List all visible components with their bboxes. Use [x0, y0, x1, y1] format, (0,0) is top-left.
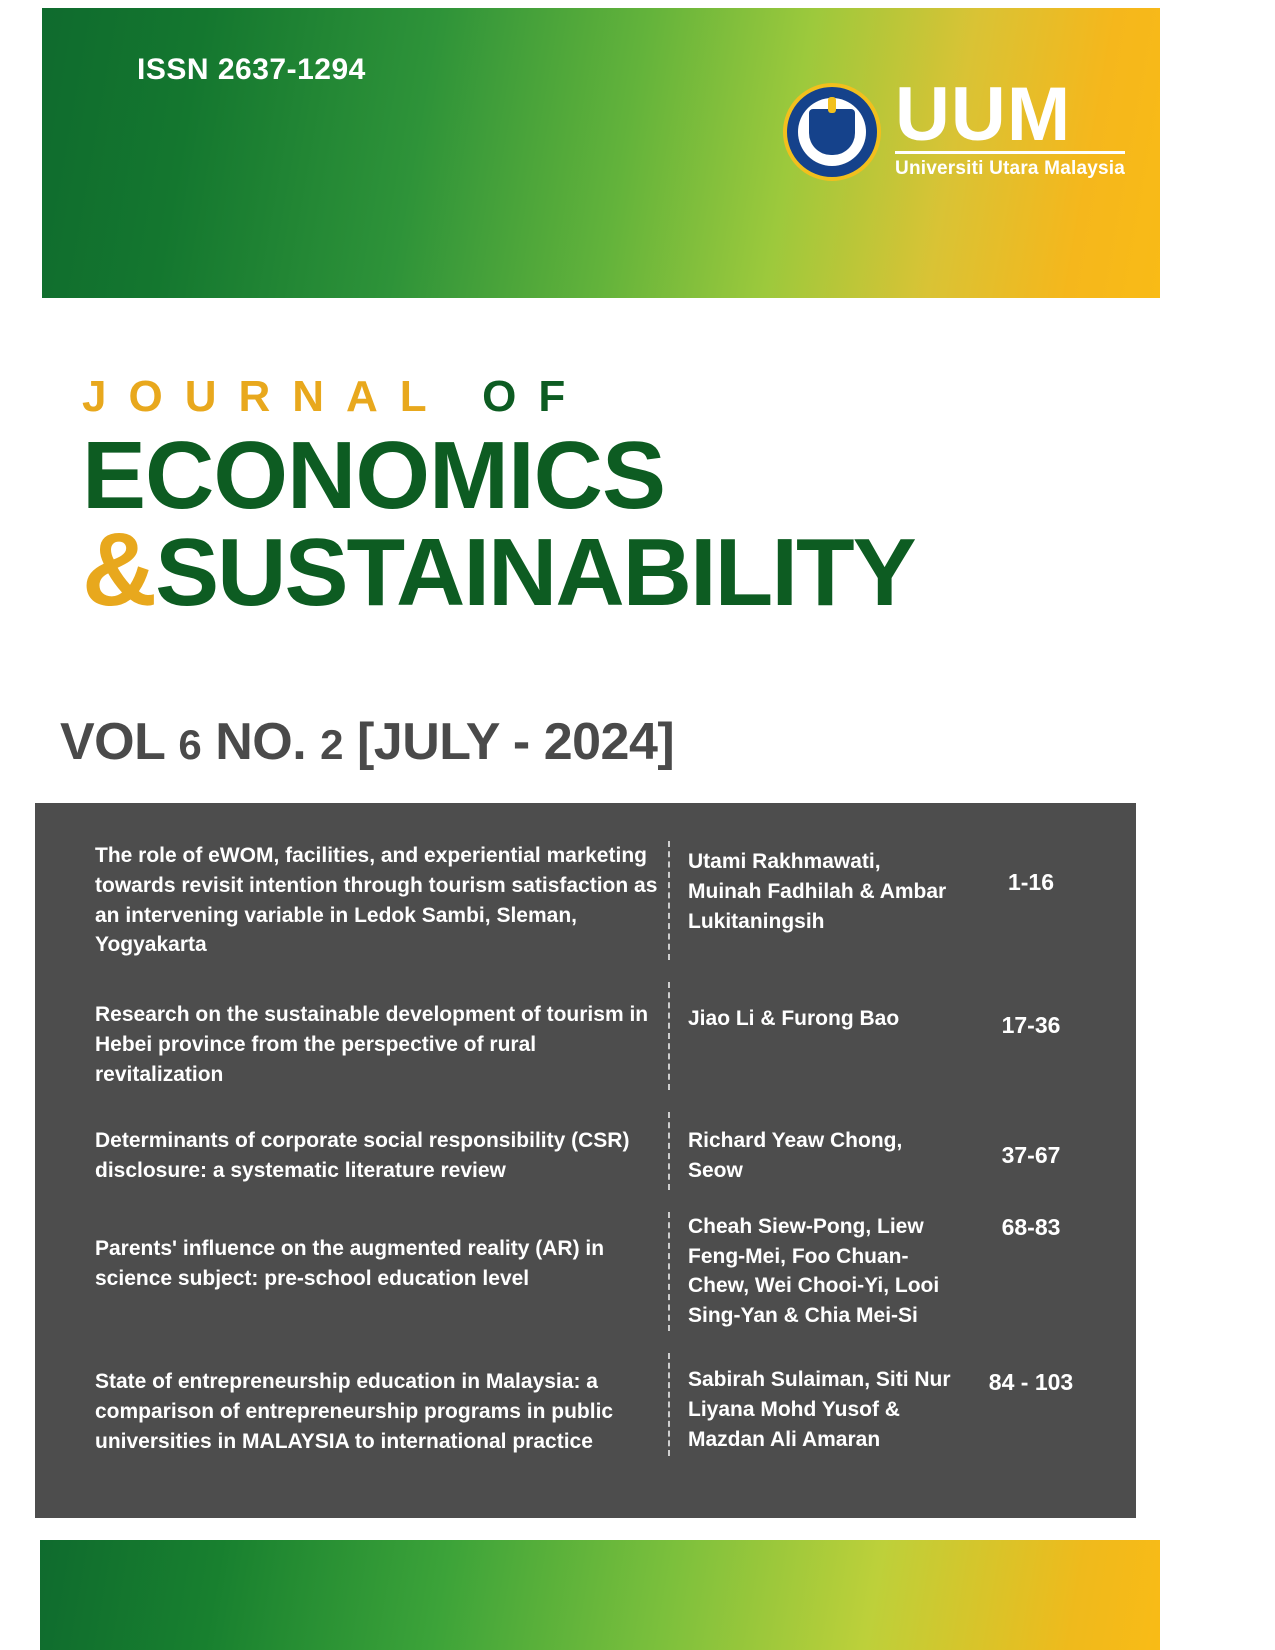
seal-emblem-shape [809, 109, 855, 155]
toc-article-authors: Cheah Siew-Pong, Liew Feng-Mei, Foo Chuan-Chew, Wei Chooi-Yi, Looi Sing-Yan & Chia Mei-Si [688, 1214, 940, 1328]
journal-title-line-1 [82, 372, 1082, 422]
toc-article-authors: Jiao Li & Furong Bao [688, 1007, 900, 1031]
toc-article-authors: Richard Yeaw Chong, Seow [688, 1128, 903, 1182]
toc-column-divider [668, 1112, 670, 1190]
toc-entry [65, 841, 1106, 960]
toc-column-divider [668, 982, 670, 1089]
toc-article-pages: 1-16 [1007, 869, 1055, 895]
toc-entry [65, 1353, 1106, 1456]
toc-article-authors: Utami Rakhmawati, Muinah Fadhilah & Ambar Lukitaningsih [688, 850, 947, 933]
toc-entry [65, 1112, 1106, 1190]
issn-text: ISSN 2637-1294 [137, 53, 366, 86]
toc-article-authors: Sabirah Sulaiman, Siti Nur Liyana Mohd Yusof & Mazdan Ali Amaran [688, 1367, 951, 1451]
uum-wordmark [895, 72, 1125, 179]
volume-number: 6 [178, 721, 202, 768]
toc-column-divider [668, 1212, 670, 1331]
issue-number: 2 [320, 721, 343, 768]
journal-word-of: OF [482, 372, 588, 421]
journal-title-line-3 [82, 512, 1082, 628]
page-left-margin [0, 0, 35, 1650]
bottom-banner [40, 1540, 1160, 1650]
toc-article-pages: 37-67 [1001, 1141, 1061, 1168]
journal-title-line-2: ECONOMICS [82, 422, 666, 529]
volume-issue-line [60, 712, 674, 772]
ampersand-glyph: & [82, 512, 156, 628]
toc-article-pages: 68-83 [1001, 1213, 1061, 1240]
volume-label: VOL [60, 713, 165, 771]
toc-article-title: The role of eWOM, facilities, and experiential marketing towards revisit intention through tourism satisfaction as an intervening variable in Ledok Sambi, Sleman, Yogyakarta [95, 844, 658, 957]
journal-word-sustainability: SUSTAINABILITY [155, 519, 915, 626]
uum-full-name: Universiti Utara Malaysia [895, 151, 1125, 180]
university-seal-icon [783, 83, 881, 181]
toc-entry [65, 982, 1106, 1089]
toc-article-title: Determinants of corporate social responsibility (CSR) disclosure: a systematic literature review [95, 1128, 630, 1182]
uum-acronym: UUM [895, 72, 1072, 158]
journal-masthead [82, 372, 1082, 628]
issue-date: [JULY - 2024] [356, 713, 675, 771]
table-of-contents [35, 803, 1136, 1518]
toc-article-title: Research on the sustainable development of tourism in Hebei province from the perspective of rural revitalization [95, 1003, 649, 1086]
toc-article-title: State of entrepreneurship education in Malaysia: a comparison of entrepreneurship programs in public universities in MALAYSIA to international practice [95, 1369, 614, 1453]
uum-logo [783, 72, 1125, 181]
top-banner [42, 8, 1160, 298]
number-label: NO. [215, 713, 307, 771]
toc-article-pages: 17-36 [1001, 1012, 1061, 1039]
toc-article-pages: 84 - 103 [988, 1368, 1074, 1395]
toc-article-title: Parents' influence on the augmented reality (AR) in science subject: pre-school education level [95, 1236, 605, 1290]
toc-column-divider [668, 1353, 670, 1456]
journal-word-journal: JOURNAL [82, 372, 448, 421]
toc-column-divider [668, 841, 670, 960]
toc-entry [65, 1212, 1106, 1331]
